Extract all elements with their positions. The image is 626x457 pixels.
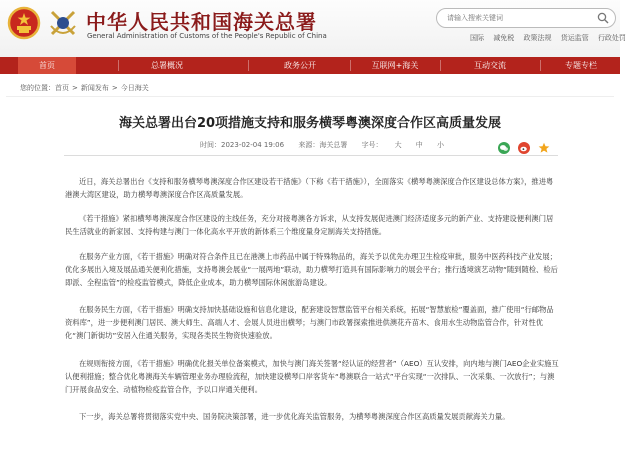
site-header [0,0,626,57]
article-paragraph: 《若干措施》紧扣横琴粤澳深度合作区建设的主线任务，充分对接粤澳各方诉求，从支持发展促进澳门经济适度多元的新产业、支持建设便利澳门居民生活就业的新家园、支持构建与澳门一体化高水平开放的新体系三个维度量身定制海关支持措施。 [65,214,554,236]
quick-link-tax-relief[interactable]: 减免税 [493,34,515,42]
article-paragraph: 在服务产业方面，《若干措施》明确对符合条件且已在港澳上市药品中属于特殊物品的，海关予以优先办理卫生检疫审批，服务中医药科技产业发展；优化多展出入境及展品通关便利化措施，支持粤澳会展业“一展两地”联动，助力横琴打造具有国际影响力的展会平台；推行透境演艺动物“随到随检、检后即派、全程监管”的检疫监管模式，降低企业成本，助力横琴国际休闲旅游岛建设。 [65,252,558,287]
star-icon[interactable] [538,142,550,154]
nav-separator [248,60,249,71]
nav-item-overview[interactable]: 总署概况 [151,61,183,70]
article-paragraph: 在服务民生方面，《若干措施》明确支持加快基础设施和信息化建设，配套建设智慧监管平台相关系统，拓展“智慧旅检”覆盖面，推广使用“行邮物品资料库”，进一步便利澳门居民、澳大师生、高端人才、会展人员进出横琴；与澳门市政署探索推进供澳花卉苗木、食用水生动物监管合作，针对性优化“澳门新街坊”安居入住通关服务，实现各类民生物资快速验放。 [65,305,554,340]
article-paragraph: 近日，海关总署出台《支持和服务横琴粤澳深度合作区建设若干措施》（下称《若干措施》），全面落实《横琴粤澳深度合作区建设总体方案》，推进粤港澳大湾区建设，助力横琴粤澳深度合作区高质量发展。 [65,177,554,199]
nav-item-interaction[interactable]: 互动交流 [474,61,506,70]
article-meta [200,140,468,150]
quick-link-penalties[interactable]: 行政处罚 [597,34,626,42]
site-title: 中华人民共和国海关总署 [86,10,317,34]
quick-link-cargo[interactable]: 货运监管 [560,34,589,42]
font-size-label: 字号： [361,141,383,149]
main-nav [0,57,620,74]
font-size-small[interactable]: 小 [437,141,445,149]
site-subtitle: General Administration of Customs of the People's Republic of China [87,32,327,40]
nav-separator [118,60,119,71]
nav-item-internet-customs[interactable]: 互联网+海关 [371,61,419,70]
article-paragraph: 下一步，海关总署将贯彻落实党中央、国务院决策部署，进一步优化海关监管服务，为横琴粤澳深度合作区高质量发展贡献海关力量。 [79,412,510,421]
breadcrumb-separator: > [72,84,78,92]
quick-link-international[interactable]: 国际 [470,34,484,42]
search-input[interactable] [447,10,587,25]
article-date: 时间：2023-02-04 19:06 [200,141,285,149]
article-title: 海关总署出台20项措施支持和服务横琴粤澳深度合作区高质量发展 [118,116,502,131]
nav-separator [540,60,541,71]
quick-links [470,33,626,43]
share-bar [498,137,553,149]
font-size-control [362,141,456,149]
search-box [436,8,616,28]
breadcrumb [20,83,149,93]
meta-divider [64,155,558,156]
nav-item-government-affairs[interactable]: 政务公开 [284,61,316,70]
nav-separator [440,60,441,71]
article-source: 来源：海关总署 [298,141,348,149]
nav-item-home[interactable]: 首页 [18,57,76,74]
nav-separator [350,60,351,71]
weibo-icon[interactable] [518,142,530,154]
wechat-icon[interactable] [498,142,510,154]
breadcrumb-label: 您的位置： [20,84,55,92]
search-icon[interactable] [597,12,609,24]
quick-link-policies[interactable]: 政策法规 [523,34,552,42]
customs-logo-icon [46,6,80,40]
breadcrumb-item-today[interactable]: 今日海关 [120,84,149,92]
article-paragraph: 在规则衔接方面，《若干措施》明确优化报关单位备案模式，加快与澳门海关签署“经认证的经营者”（AEO）互认安排，向内地与澳门AEO企业实施互认便利措施；整合优化粤澳海关车辆管理业务办理验流程，加快建设横琴口岸客货车“粤澳联合一站式”平台实现“一次排队、一次采集、一次放行”；与澳门开展食品安全、动植物检疫监管合作，予以口岸通关便利。 [65,359,559,394]
font-size-medium[interactable]: 中 [415,141,423,149]
font-size-large[interactable]: 大 [394,141,402,149]
breadcrumb-item-home[interactable]: 首页 [55,84,69,92]
breadcrumb-separator: > [111,84,118,92]
nav-item-special-topics[interactable]: 专题专栏 [565,61,597,70]
breadcrumb-item-news[interactable]: 新闻发布 [80,84,109,92]
national-emblem-icon [7,5,41,41]
